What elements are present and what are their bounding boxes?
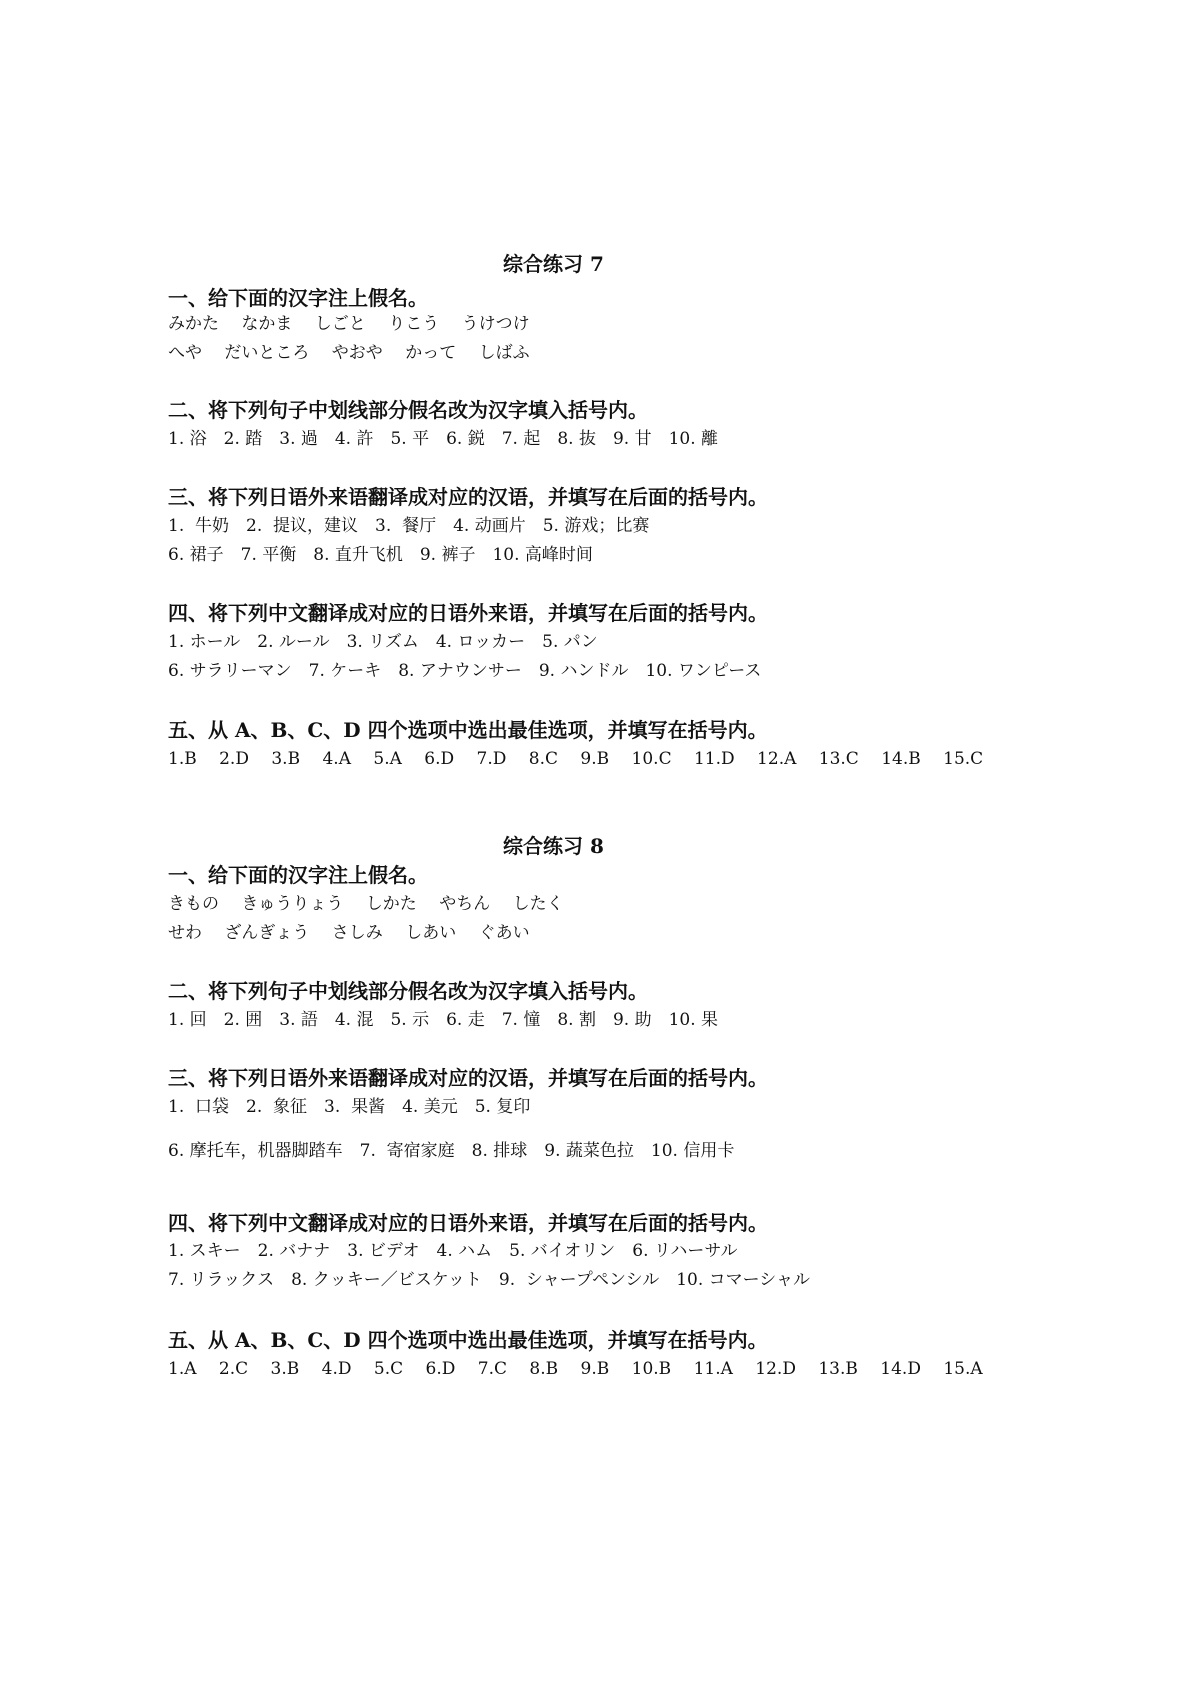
section-1-heading: 一、给下面的汉字注上假名。	[168, 863, 428, 887]
section-4-answer-line: 7. リラックス 8. クッキー／ビスケット 9. シャープペンシル 10. コマーシャル	[168, 1270, 810, 1290]
section-2-answer-line: 1. 浴 2. 踏 3. 過 4. 許 5. 平 6. 鋭 7. 起 8. 抜 9. 甘 10. 離	[168, 429, 719, 449]
section-3-answer-line: 6. 裙子 7. 平衡 8. 直升飞机 9. 裤子 10. 高峰时间	[168, 545, 593, 565]
section-2-answer-line: 1. 回 2. 囲 3. 語 4. 混 5. 示 6. 走 7. 憧 8. 割 9. 助 10. 果	[168, 1010, 719, 1030]
section-5-answer-line: 1.A 2.C 3.B 4.D 5.C 6.D 7.C 8.B 9.B 10.B 11.A 12.D 13.B 14.D 15.A	[168, 1359, 983, 1379]
section-3-heading: 三、将下列日语外来语翻译成对应的汉语，并填写在后面的括号内。	[168, 1066, 768, 1090]
exercise-title: 综合练习 7	[503, 252, 604, 276]
section-3-answer-line: 6. 摩托车，机器脚踏车 7. 寄宿家庭 8. 排球 9. 蔬菜色拉 10. 信用卡	[168, 1141, 735, 1161]
section-3-answer-line: 1. 口袋 2. 象征 3. 果酱 4. 美元 5. 复印	[168, 1097, 531, 1117]
section-4-answer-line: 1. ホール 2. ルール 3. リズム 4. ロッカー 5. パン	[168, 632, 598, 652]
section-4-answer-line: 1. スキー 2. バナナ 3. ビデオ 4. ハム 5. バイオリン 6. リハーサル	[168, 1241, 738, 1261]
section-3-heading: 三、将下列日语外来语翻译成对应的汉语，并填写在后面的括号内。	[168, 485, 768, 509]
exercise-title: 综合练习 8	[503, 834, 604, 858]
section-5-heading: 五、从 A、B、C、D 四个选项中选出最佳选项，并填写在括号内。	[168, 1328, 768, 1352]
section-2-heading: 二、将下列句子中划线部分假名改为汉字填入括号内。	[168, 398, 648, 422]
section-5-answer-line: 1.B 2.D 3.B 4.A 5.A 6.D 7.D 8.C 9.B 10.C 11.D 12.A 13.C 14.B 15.C	[168, 749, 984, 769]
section-3-answer-line: 1. 牛奶 2. 提议，建议 3. 餐厅 4. 动画片 5. 游戏；比赛	[168, 516, 650, 536]
section-4-heading: 四、将下列中文翻译成对应的日语外来语，并填写在后面的括号内。	[168, 601, 768, 625]
section-1-answer-line: せわ ざんぎょう さしみ しあい ぐあい	[168, 923, 530, 943]
section-5-heading: 五、从 A、B、C、D 四个选项中选出最佳选项，并填写在括号内。	[168, 718, 768, 742]
section-4-heading: 四、将下列中文翻译成对应的日语外来语，并填写在后面的括号内。	[168, 1211, 768, 1235]
section-1-answer-line: みかた なかま しごと りこう うけつけ	[168, 314, 530, 334]
section-4-answer-line: 6. サラリーマン 7. ケーキ 8. アナウンサー 9. ハンドル 10. ワンピース	[168, 661, 762, 681]
section-1-heading: 一、给下面的汉字注上假名。	[168, 286, 428, 310]
section-1-answer-line: きもの きゅうりょう しかた やちん したく	[168, 894, 564, 914]
section-1-answer-line: へや だいところ やおや かって しばふ	[168, 343, 530, 363]
section-2-heading: 二、将下列句子中划线部分假名改为汉字填入括号内。	[168, 979, 648, 1003]
